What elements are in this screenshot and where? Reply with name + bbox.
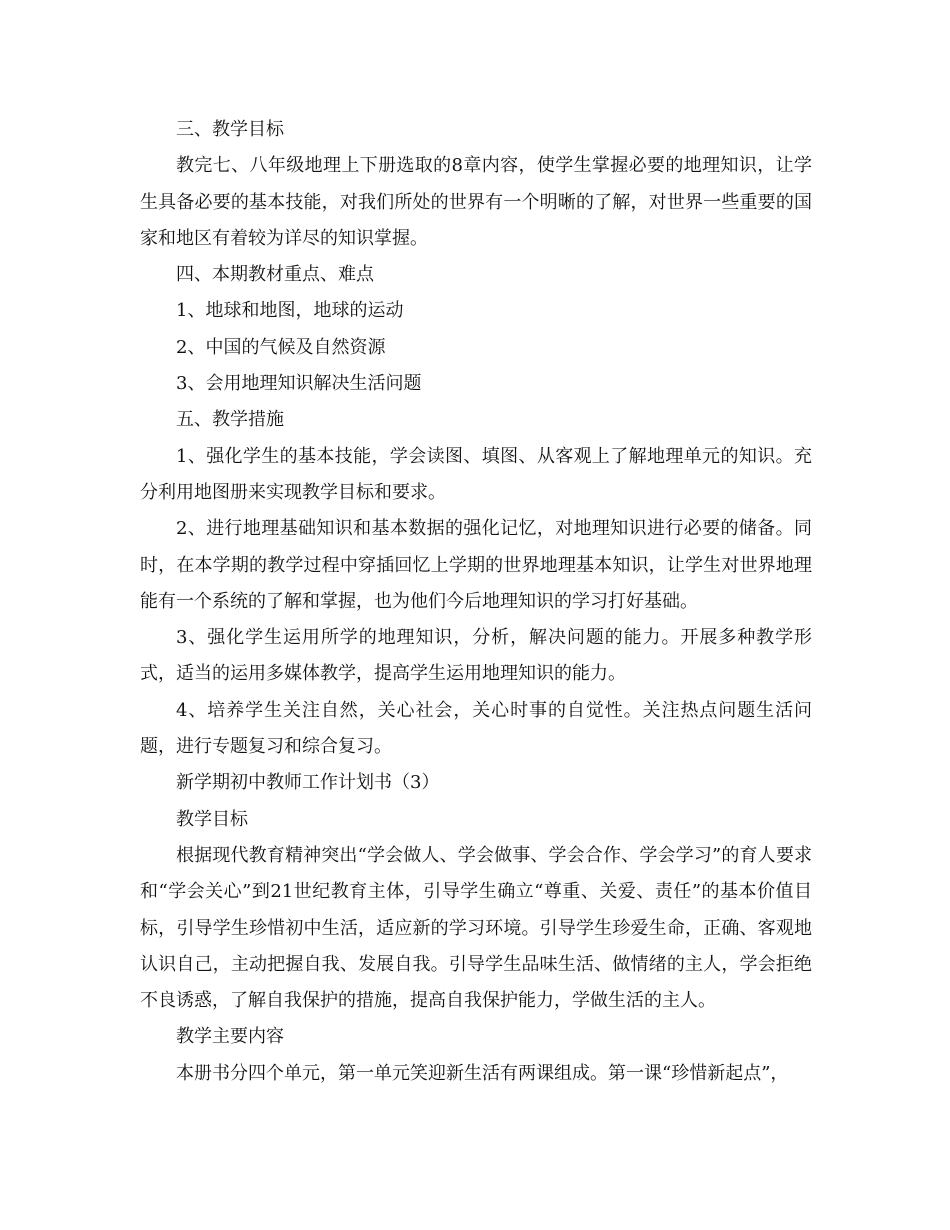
list-item-measure-2: 2、进行地理基础知识和基本数据的强化记忆，对地理知识进行必要的储备。同时，在本学期的教学过程中穿插回忆上学期的世界地理基本知识，让学生对世界地理能有一个系统的了解和掌握，也为他们今后地理知识的学习打好基础。 [140, 518, 812, 612]
list-item-key-point-1: 1、地球和地图，地球的运动 [176, 300, 404, 322]
list-item-measure-4: 4、培养学生关注自然，关心社会，关心时事的自觉性。关注热点问题生活问题，进行专题复习和综合复习。 [140, 699, 812, 758]
paragraph-main-content: 本册书分四个单元，第一单元笑迎新生活有两课组成。第一课“珍惜新起点”， [176, 1062, 789, 1084]
section-heading-goals: 教学目标 [176, 808, 248, 830]
paragraph-teaching-goals: 教完七、八年级地理上下册选取的8章内容，使学生掌握必要的地理知识，让学生具备必要的基本技能，对我们所处的世界有一个明晰的了解，对世界一些重要的国家和地区有着较为详尽的知识掌握。 [140, 155, 812, 249]
document-page [140, 112, 812, 1092]
list-item-key-point-3: 3、会用地理知识解决生活问题 [176, 373, 422, 395]
list-item-measure-3: 3、强化学生运用所学的地理知识，分析，解决问题的能力。开展多种教学形式，适当的运用多媒体教学，提高学生运用地理知识的能力。 [140, 627, 812, 685]
section-heading-main-content: 教学主要内容 [176, 1026, 284, 1048]
section-heading-measures: 五、教学措施 [176, 409, 284, 431]
list-item-measure-1: 1、强化学生的基本技能，学会读图、填图、从客观上了解地理单元的知识。充分利用地图册来实现教学目标和要求。 [140, 445, 812, 503]
paragraph-goals: 根据现代教育精神突出“学会做人、学会做事、学会合作、学会学习”的育人要求和“学会关心”到21世纪教育主体，引导学生确立“尊重、关爱、责任”的基本价值目标，引导学生珍惜初中生活，适应新的学习环境。引导学生珍爱生命，正确、客观地认识自己，主动把握自我、发展自我。引导学生品味生活、做情绪的主人，学会拒绝不良诱惑，了解自我保护的措施，提高自我保护能力，学做生活的主人。 [140, 844, 812, 1012]
section-heading-teaching-goals: 三、教学目标 [176, 119, 284, 140]
document-subtitle: 新学期初中教师工作计划书（3） [176, 772, 440, 794]
section-heading-key-points: 四、本期教材重点、难点 [176, 264, 374, 286]
list-item-key-point-2: 2、中国的气候及自然资源 [176, 336, 386, 358]
